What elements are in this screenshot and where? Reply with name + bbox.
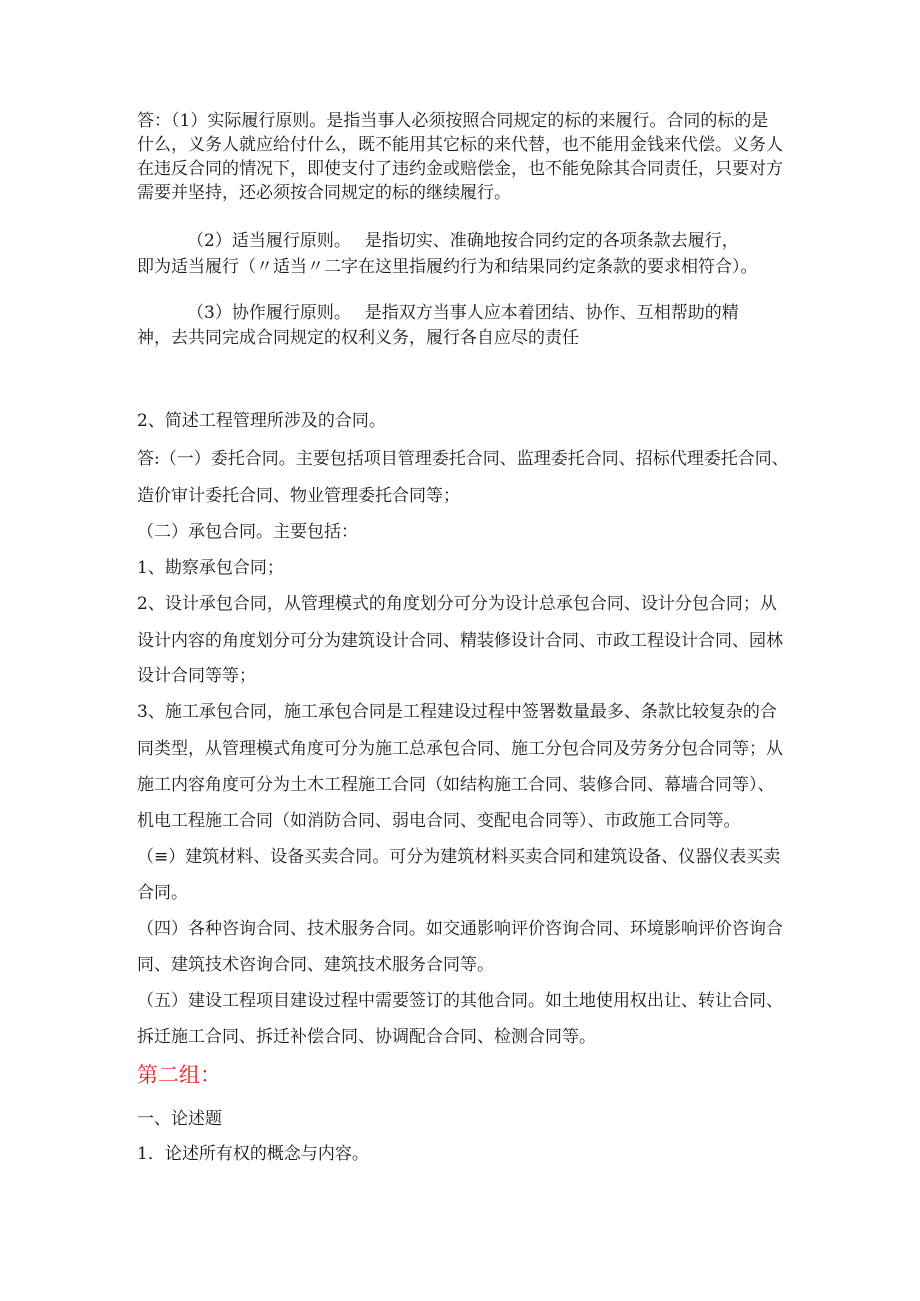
group-heading: 第二组： — [137, 1063, 221, 1087]
answer-line: （五）建设工程项目建设过程中需要签订的其他合同。如土地使用权出让、转让合同、 — [137, 991, 783, 1011]
answer-line: 拆迁施工合同、拆迁补偿合同、协调配合合同、检测合同等。 — [137, 1027, 596, 1047]
answer-line: 设计内容的角度划分可分为建筑设计合同、精装修设计合同、市政工程设计合同、园林 — [137, 631, 783, 651]
answer-line: 同、建筑技术咨询合同、建筑技术服务合同等。 — [137, 955, 494, 975]
answer-line: 答：（1）实际履行原则。是指当事人必须按照合同规定的标的来履行。合同的标的是 — [137, 111, 769, 131]
answer-line: 需要并坚持，还必须按合同规定的标的继续履行。 — [137, 183, 511, 203]
answer-line: 答:（一）委托合同。主要包括项目管理委托合同、监理委托合同、招标代理委托合同、 — [137, 449, 789, 469]
question-heading: 1．论述所有权的概念与内容。 — [137, 1144, 369, 1164]
answer-line: 什么，义务人就应给付什么，既不能用其它标的来代替，也不能用金钱来代偿。义务人 — [137, 135, 783, 155]
answer-line: （二）承包合同。主要包括： — [137, 522, 358, 542]
point-line: （2）适当履行原则。 是指切实、准确地按合同约定的各项条款去履行， — [187, 231, 739, 251]
answer-line: 2、设计承包合同，从管理模式的角度划分可分为设计总承包合同、设计分包合同；从 — [137, 594, 777, 614]
answer-line: 同类型，从管理模式角度可分为施工总承包合同、施工分包合同及劳务分包合同等；从 — [137, 739, 783, 759]
answer-line: 造价审计委托合同、物业管理委托合同等； — [137, 486, 460, 506]
answer-line: 3、施工承包合同，施工承包合同是工程建设过程中签署数量最多、条款比较复杂的合 — [137, 702, 777, 722]
answer-line: 施工内容角度可分为土木工程施工合同（如结构施工合同、装修合同、幕墙合同等）、 — [137, 775, 775, 795]
answer-line: 1、勘察承包合同； — [137, 558, 284, 578]
point-line: 即为适当履行（〃适当〃二字在这里指履约行为和结果同约定条款的要求相符合）。 — [137, 257, 758, 277]
question-heading: 2、简述工程管理所涉及的合同。 — [137, 411, 386, 431]
answer-line: （四）各种咨询合同、技术服务合同。如交通影响评价咨询合同、环境影响评价咨询合 — [137, 919, 783, 939]
part-heading: 一、论述题 — [137, 1109, 222, 1129]
answer-line: 设计合同等等； — [137, 666, 256, 686]
point-line: 神，去共同完成合同规定的权利义务，履行各自应尽的责任 — [137, 328, 579, 348]
answer-line: 机电工程施工合同（如消防合同、弱电合同、变配电合同等）、市政施工合同等。 — [137, 811, 741, 831]
answer-line: 合同。 — [137, 883, 188, 903]
point-line: （3）协作履行原则。 是指双方当事人应本着团结、协作、互相帮助的精 — [187, 303, 739, 323]
answer-line: （≡）建筑材料、设备买卖合同。可分为建筑材料买卖合同和建筑设备、仪器仪表买卖 — [137, 847, 781, 867]
answer-line: 在违反合同的情况下，即使支付了违约金或赔偿金，也不能免除其合同责任，只要对方 — [137, 159, 783, 179]
